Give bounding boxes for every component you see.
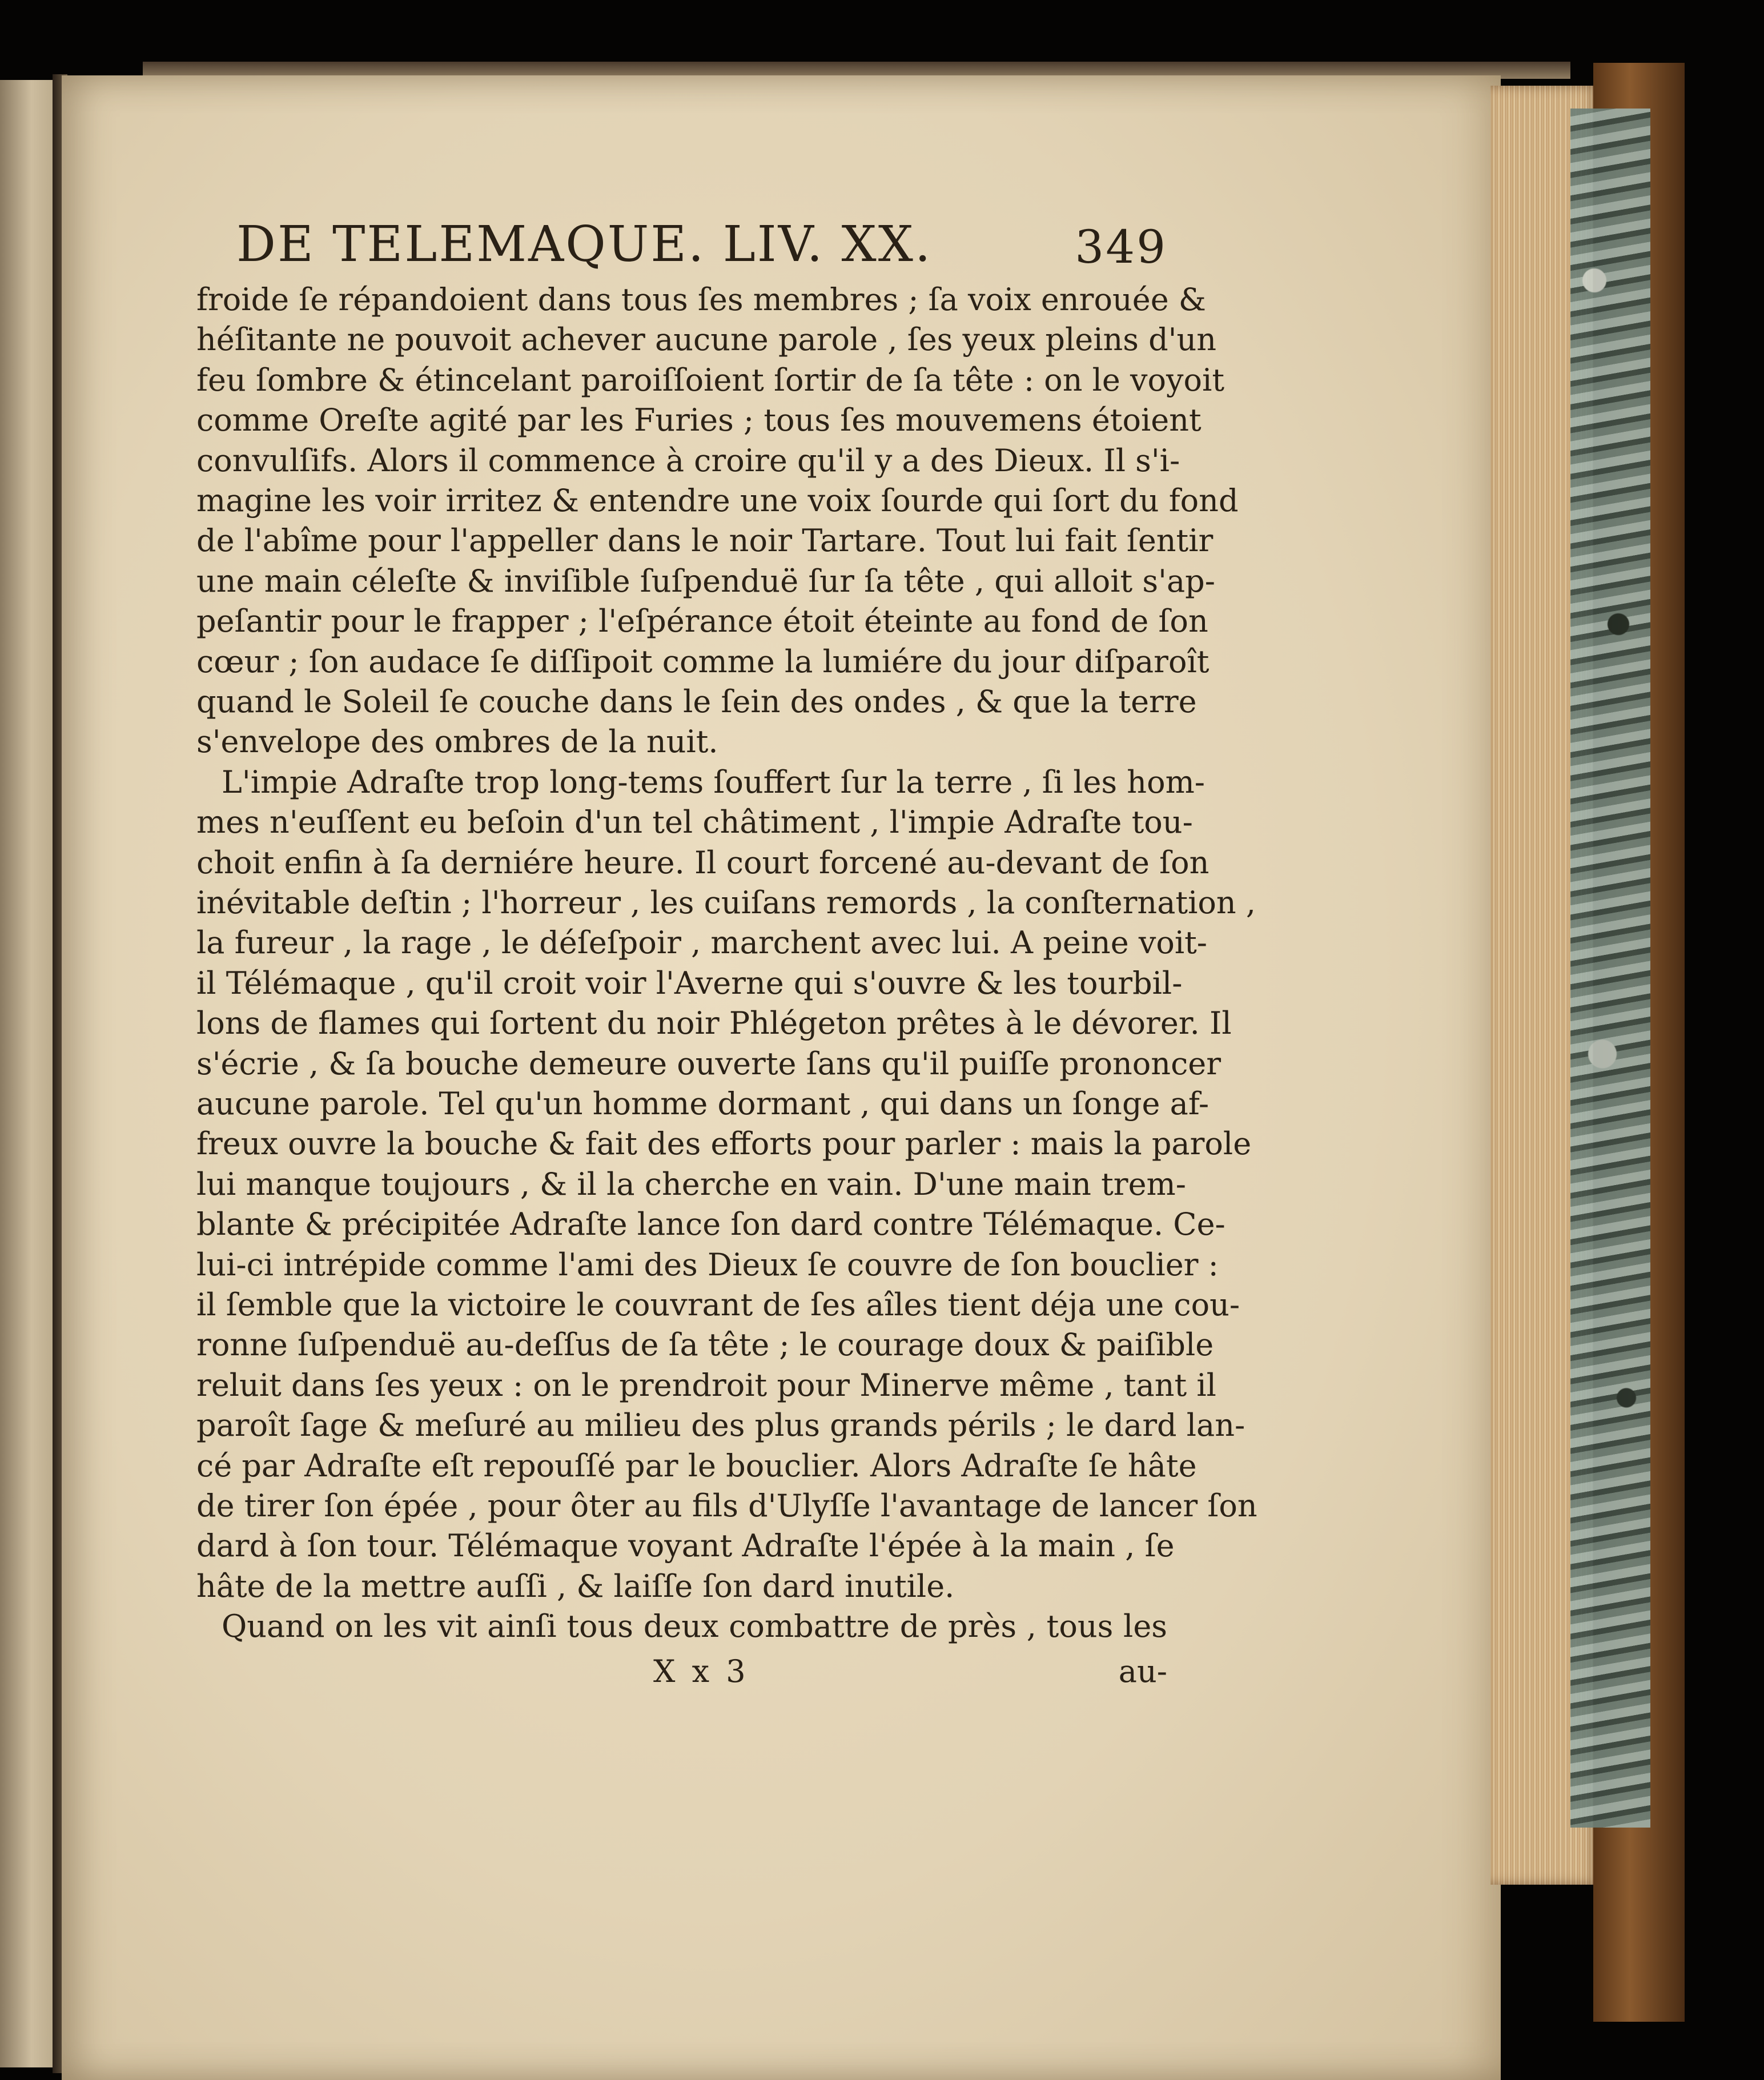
running-header [196, 206, 1167, 274]
marbled-endpaper [1570, 109, 1650, 1828]
text-line: héſitante ne pouvoit achever aucune parole , ſes yeux pleins d'un [196, 322, 1217, 358]
catchword: au- [1118, 1653, 1167, 1689]
text-line: une main céleſte & inviſible ſuſpenduë ſur ſa tête , qui alloit s'ap- [196, 563, 1215, 599]
text-line: ronne ſuſpenduë au-deſſus de ſa tête ; le courage doux & paiſible [196, 1327, 1214, 1363]
text-line: il Télémaque , qu'il croit voir l'Averne qui s'ouvre & les tourbil- [196, 965, 1183, 1001]
text-line: s'envelope des ombres de la nuit. [196, 724, 718, 760]
facing-page-edge [0, 80, 57, 2067]
page-number: 349 [1075, 220, 1167, 274]
text-line: froide ſe répandoient dans tous ſes membres ; ſa voix enrouée & [196, 282, 1206, 318]
text-line: cé par Adraſte eſt repouſſé par le bouclier. Alors Adraſte ſe hâte [196, 1447, 1197, 1484]
text-line: choit enfin à ſa derniére heure. Il court forcené au-devant de ſon [196, 844, 1210, 881]
text-line: paroît ſage & meſuré au milieu des plus grands périls ; le dard lan- [196, 1407, 1245, 1444]
text-line: inévitable deſtin ; l'horreur , les cuiſans remords , la conſternation , [196, 885, 1256, 921]
text-line: de l'abîme pour l'appeller dans le noir Tartare. Tout lui fait ſentir [196, 523, 1213, 559]
text-line: blante & précipitée Adraſte lance ſon dard contre Télémaque. Ce- [196, 1206, 1225, 1243]
running-title: DE TELEMAQUE. LIV. XX. [236, 216, 933, 273]
text-line: Quand on les vit ainſi tous deux combattre de près , tous les [222, 1608, 1167, 1645]
text-line: comme Oreſte agité par les Furies ; tous ſes mouvemens étoient [196, 402, 1202, 439]
text-line: il ſemble que la victoire le couvrant de ſes aîles tient déja une cou- [196, 1287, 1240, 1323]
text-line: lui manque toujours , & il la cherche en vain. D'une main trem- [196, 1166, 1187, 1202]
text-line: de tirer ſon épée , pour ôter au fils d'Ulyſſe l'avantage de lancer ſon [196, 1488, 1257, 1524]
text-line: s'écrie , & ſa bouche demeure ouverte ſans qu'il puiſſe prononcer [196, 1045, 1221, 1082]
text-line: quand le Soleil ſe couche dans le ſein des ondes , & que la terre [196, 684, 1197, 720]
signature-mark: X x 3 [653, 1653, 749, 1689]
text-line: feu ſombre & étincelant paroiſſoient ſortir de ſa tête : on le voyoit [196, 362, 1225, 398]
text-line: cœur ; ſon audace ſe diſſipoit comme la lumiére du jour diſparoît [196, 643, 1210, 680]
text-line: L'impie Adraſte trop long-tems ſouffert ſur la terre , ſi les hom- [222, 764, 1206, 800]
text-line: freux ouvre la bouche & fait des efforts pour parler : mais la parole [196, 1126, 1252, 1162]
text-line: reluit dans ſes yeux : on le prendroit pour Minerve même , tant il [196, 1367, 1216, 1403]
text-line: lui-ci intrépide comme l'ami des Dieux ſe couvre de ſon bouclier : [196, 1246, 1219, 1283]
text-line: lons de flames qui ſortent du noir Phlégeton prêtes à le dévorer. Il [196, 1005, 1232, 1042]
text-line: hâte de la mettre auſſi , & laiſſe ſon dard inutile. [196, 1568, 955, 1604]
text-line: mes n'euſſent eu beſoin d'un tel châtiment , l'impie Adraſte tou- [196, 804, 1193, 841]
page-footer [196, 1653, 1167, 1699]
text-line: aucune parole. Tel qu'un homme dormant , qui dans un ſonge af- [196, 1086, 1210, 1122]
text-line: convulſifs. Alors il commence à croire qu'il y a des Dieux. Il s'i- [196, 442, 1180, 479]
text-block [196, 206, 1257, 1748]
text-line: dard à ſon tour. Télémaque voyant Adraſte l'épée à la main , ſe [196, 1528, 1175, 1564]
text-line: magine les voir irritez & entendre une voix ſourde qui ſort du fond [196, 483, 1239, 519]
text-line: la fureur , la rage , le déſeſpoir , marchent avec lui. A peine voit- [196, 925, 1208, 961]
text-line: peſantir pour le frapper ; l'eſpérance étoit éteinte au fond de ſon [196, 603, 1208, 640]
